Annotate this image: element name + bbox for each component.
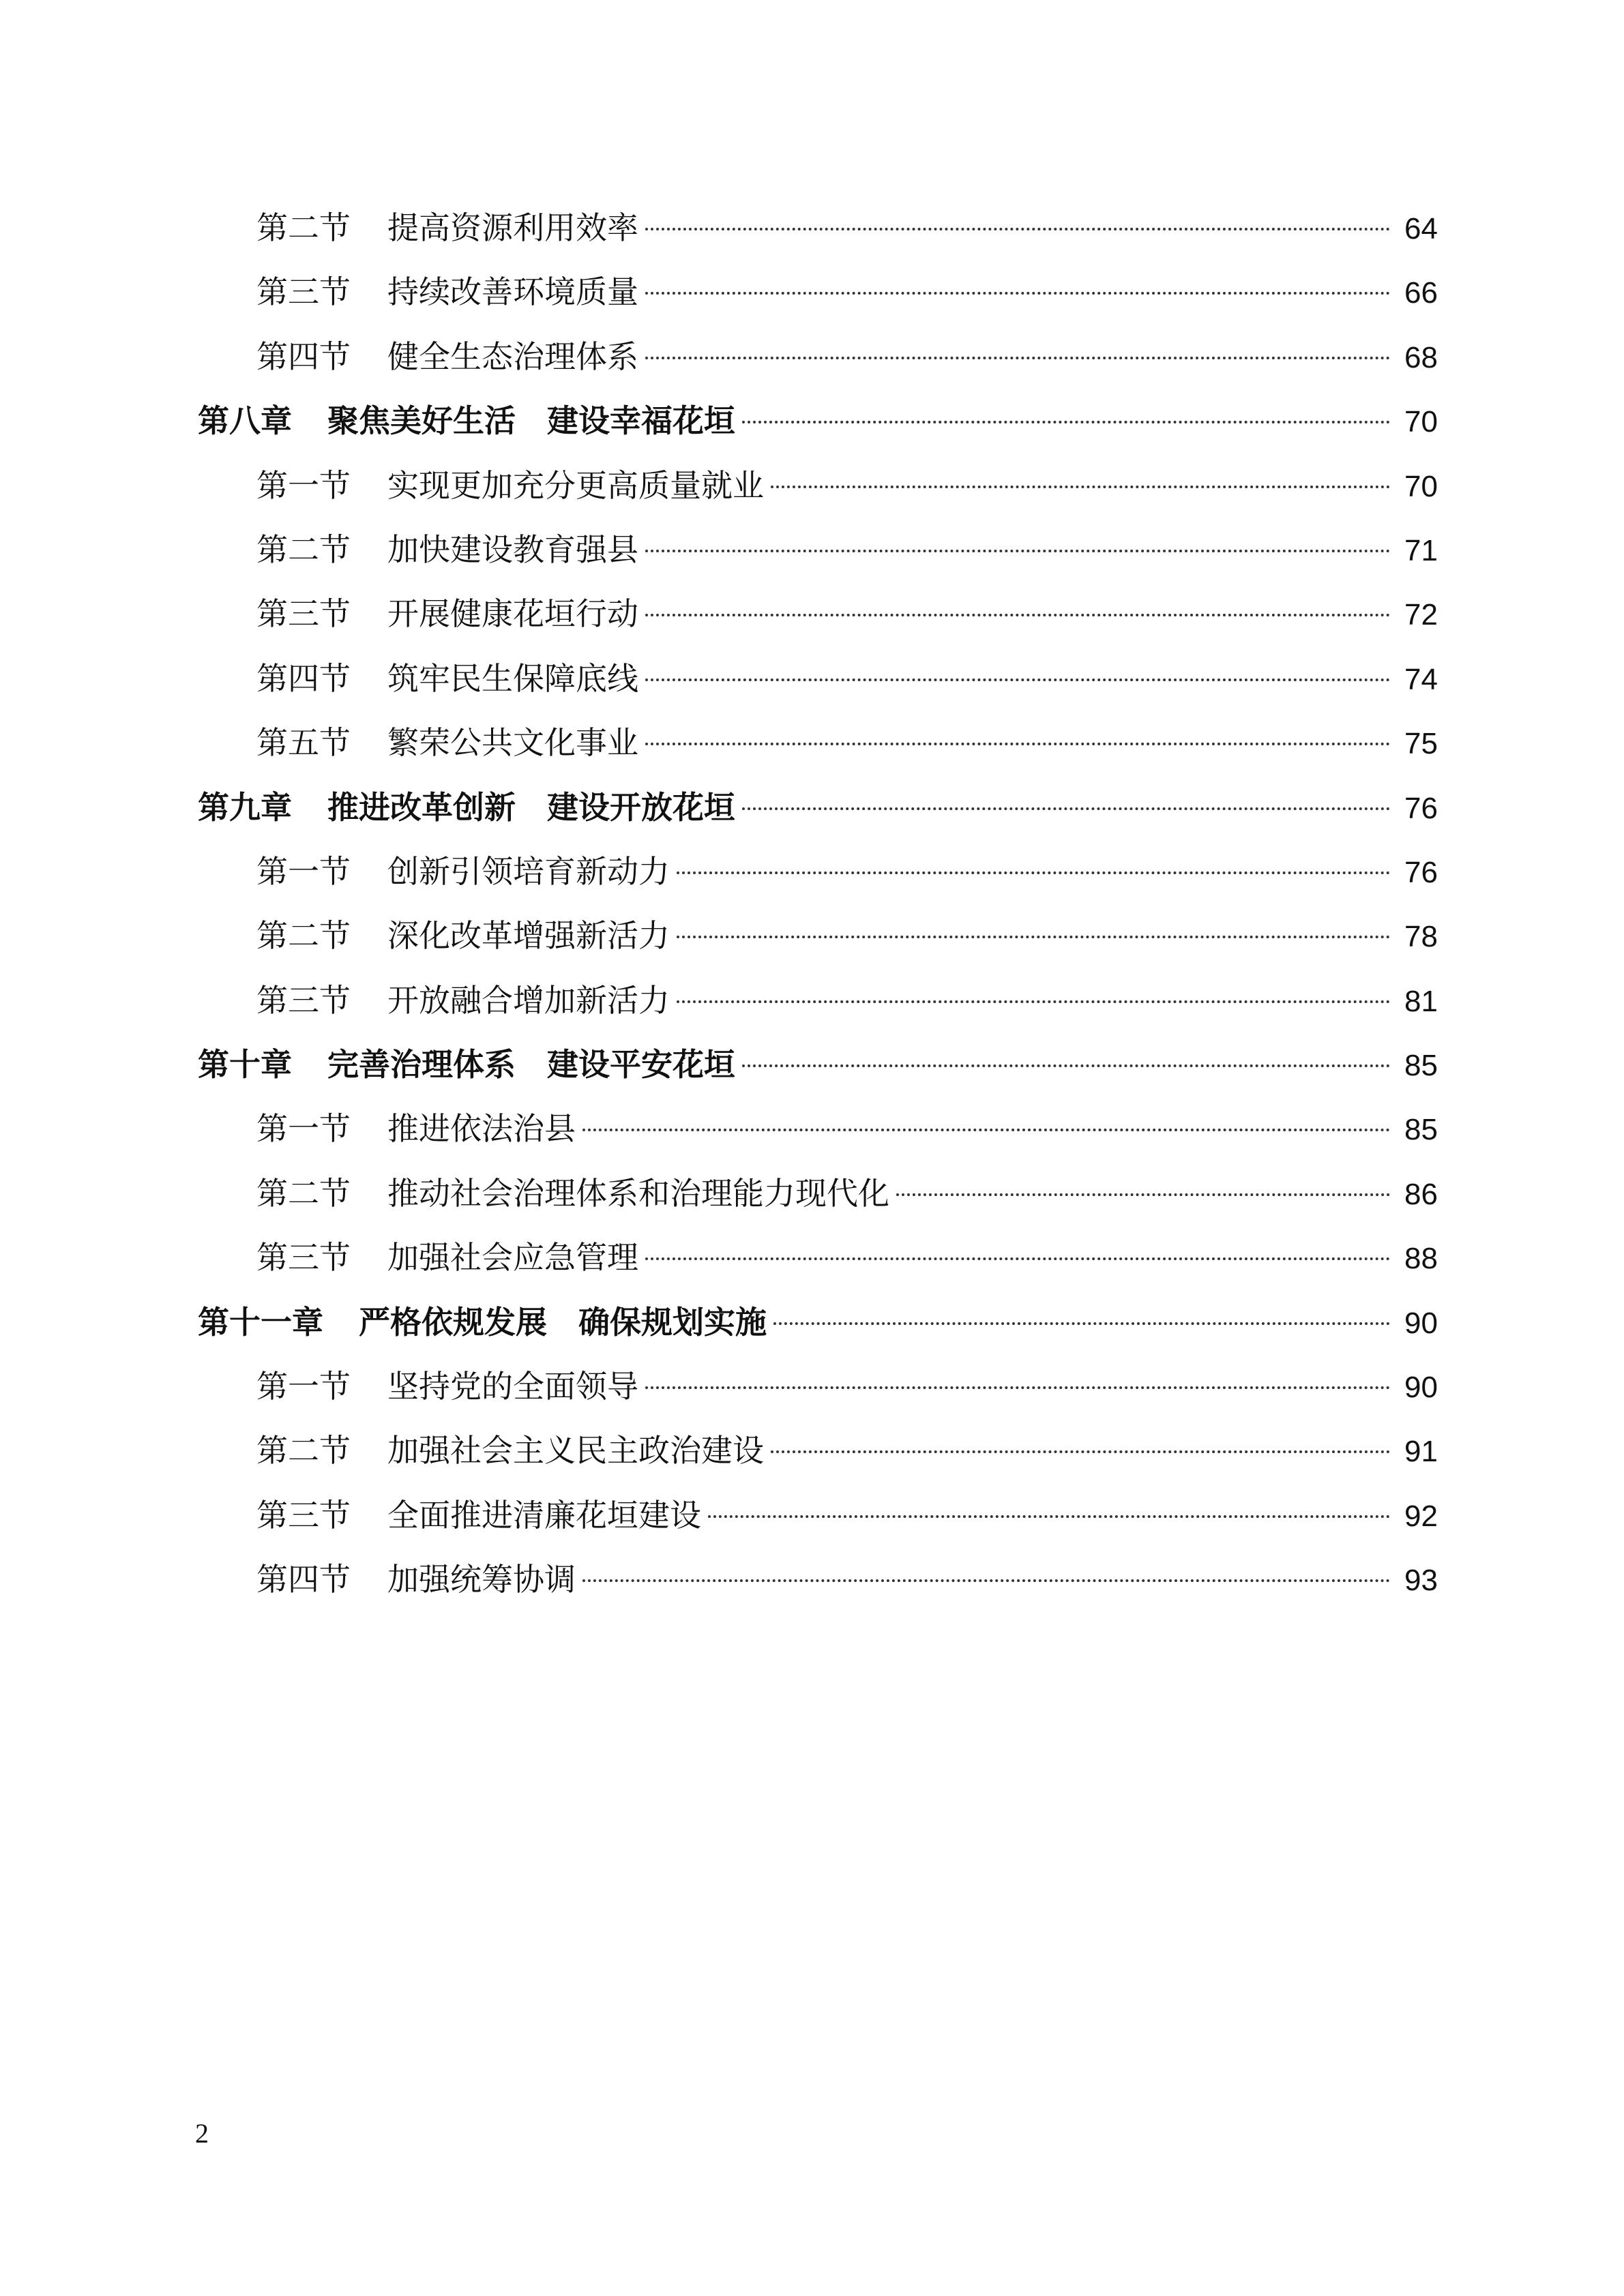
toc-section-title: 加快建设教育强县	[387, 531, 638, 568]
toc-section-label: 第二节	[256, 209, 351, 246]
toc-entry-section[interactable]	[198, 453, 1438, 518]
toc-page-number: 86	[1404, 1177, 1438, 1211]
toc-page-number: 88	[1404, 1242, 1438, 1276]
toc-entry-section[interactable]	[198, 904, 1438, 968]
dot-leader	[773, 1322, 1390, 1325]
toc-page-number: 66	[1404, 276, 1438, 310]
toc-section-label: 第一节	[256, 1368, 351, 1405]
dot-leader	[582, 1129, 1390, 1131]
toc-section-label: 第一节	[256, 466, 351, 504]
toc-page-number: 76	[1404, 855, 1438, 889]
toc-page-number: 72	[1404, 598, 1438, 632]
dot-leader	[677, 871, 1390, 874]
toc-entry-section[interactable]	[198, 839, 1438, 904]
toc-page-number: 90	[1404, 1371, 1438, 1405]
toc-section-title: 创新引领培育新动力	[387, 852, 670, 890]
toc-section-title: 推动社会治理体系和治理能力现代化	[387, 1174, 889, 1212]
dot-leader	[742, 807, 1390, 810]
toc-section-title: 实现更加充分更高质量就业	[387, 466, 764, 504]
toc-section-title: 深化改革增强新活力	[387, 917, 670, 955]
toc-entry-section[interactable]	[198, 1418, 1438, 1482]
dot-leader	[771, 486, 1390, 488]
toc-entry-section[interactable]	[198, 711, 1438, 775]
toc-page-number: 85	[1404, 1113, 1438, 1147]
dot-leader	[677, 1000, 1390, 1003]
toc-section-label: 第三节	[256, 273, 351, 311]
toc-chapter-title: 推进改革创新 建设开放花垣	[327, 788, 735, 826]
toc-page-number: 90	[1404, 1306, 1438, 1340]
dot-leader	[645, 357, 1390, 359]
toc-entry-section[interactable]	[198, 968, 1438, 1032]
toc-section-title: 健全生态治理体系	[387, 338, 638, 375]
toc-entry-section[interactable]	[198, 196, 1438, 260]
toc-page-number: 75	[1404, 727, 1438, 761]
toc-entry-section[interactable]	[198, 1161, 1438, 1225]
toc-page-number: 71	[1404, 533, 1438, 567]
dot-leader	[742, 421, 1390, 423]
toc-entry-chapter[interactable]	[198, 389, 1438, 453]
toc-chapter-label: 第八章	[198, 402, 292, 440]
toc-section-title: 筑牢民生保障底线	[387, 659, 638, 697]
dot-leader	[645, 679, 1390, 681]
dot-leader	[708, 1515, 1390, 1518]
toc-section-title: 加强统筹协调	[387, 1561, 576, 1598]
toc-section-label: 第二节	[256, 1174, 351, 1212]
toc-page-number: 85	[1404, 1049, 1438, 1083]
toc-entry-section[interactable]	[198, 1097, 1438, 1161]
dot-leader	[771, 1450, 1390, 1453]
toc-section-label: 第四节	[256, 1561, 351, 1598]
toc-section-label: 第三节	[256, 1239, 351, 1277]
toc-page-number: 93	[1404, 1564, 1438, 1598]
dot-leader	[645, 614, 1390, 616]
toc-section-title: 持续改善环境质量	[387, 273, 638, 311]
toc-section-label: 第二节	[256, 917, 351, 955]
dot-leader	[645, 292, 1390, 295]
toc-entry-chapter[interactable]	[198, 775, 1438, 839]
toc-page-number: 76	[1404, 791, 1438, 825]
toc-section-title: 提高资源利用效率	[387, 209, 638, 246]
toc-section-title: 开展健康花垣行动	[387, 595, 638, 633]
toc-section-label: 第一节	[256, 852, 351, 890]
toc-page-number: 92	[1404, 1499, 1438, 1533]
toc-entry-section[interactable]	[198, 582, 1438, 646]
toc-section-title: 加强社会主义民主政治建设	[387, 1432, 764, 1470]
toc-section-title: 全面推进清廉花垣建设	[387, 1496, 701, 1534]
toc-section-title: 推进依法治县	[387, 1110, 576, 1148]
toc-entry-section[interactable]	[198, 1483, 1438, 1547]
toc-page-number: 64	[1404, 212, 1438, 245]
toc-section-label: 第四节	[256, 338, 351, 375]
toc-section-label: 第三节	[256, 1496, 351, 1534]
toc-section-label: 第四节	[256, 659, 351, 697]
toc-entry-section[interactable]	[198, 518, 1438, 582]
dot-leader	[742, 1064, 1390, 1067]
toc-page-number: 81	[1404, 984, 1438, 1018]
toc-page-number: 78	[1404, 920, 1438, 954]
toc-chapter-title: 严格依规发展 确保规划实施	[359, 1303, 767, 1341]
toc-entry-section[interactable]	[198, 1354, 1438, 1418]
toc-section-label: 第二节	[256, 1432, 351, 1470]
toc-section-title: 加强社会应急管理	[387, 1239, 638, 1277]
toc-page-number: 70	[1404, 405, 1438, 439]
dot-leader	[645, 743, 1390, 745]
toc-entry-section[interactable]	[198, 1225, 1438, 1289]
toc-page-number: 91	[1404, 1435, 1438, 1469]
toc-section-label: 第三节	[256, 981, 351, 1019]
toc-chapter-label: 第十章	[198, 1046, 292, 1084]
toc-entry-chapter[interactable]	[198, 1290, 1438, 1354]
toc-section-label: 第一节	[256, 1110, 351, 1148]
dot-leader	[645, 1257, 1390, 1260]
toc-section-title: 坚持党的全面领导	[387, 1368, 638, 1405]
toc-page-number: 74	[1404, 662, 1438, 696]
dot-leader	[677, 936, 1390, 938]
footer-page-number: 2	[195, 2118, 209, 2149]
toc-chapter-label: 第九章	[198, 788, 292, 826]
dot-leader	[645, 228, 1390, 230]
toc-entry-section[interactable]	[198, 260, 1438, 324]
dot-leader	[896, 1193, 1390, 1196]
toc-chapter-label: 第十一章	[198, 1303, 323, 1341]
toc-chapter-title: 聚焦美好生活 建设幸福花垣	[327, 402, 735, 440]
toc-chapter-title: 完善治理体系 建设平安花垣	[327, 1046, 735, 1084]
dot-leader	[645, 1386, 1390, 1389]
toc-section-label: 第五节	[256, 724, 351, 762]
toc-entry-chapter[interactable]	[198, 1032, 1438, 1097]
toc-section-label: 第二节	[256, 531, 351, 568]
toc-section-title: 开放融合增加新活力	[387, 981, 670, 1019]
toc-page-number: 68	[1404, 340, 1438, 374]
toc-entry-section[interactable]	[198, 325, 1438, 389]
toc-entry-section[interactable]	[198, 646, 1438, 711]
toc-page-number: 70	[1404, 469, 1438, 503]
dot-leader	[645, 550, 1390, 552]
table-of-contents	[198, 196, 1438, 1612]
toc-section-label: 第三节	[256, 595, 351, 633]
dot-leader	[582, 1579, 1390, 1582]
toc-section-title: 繁荣公共文化事业	[387, 724, 638, 762]
toc-entry-section[interactable]	[198, 1547, 1438, 1611]
